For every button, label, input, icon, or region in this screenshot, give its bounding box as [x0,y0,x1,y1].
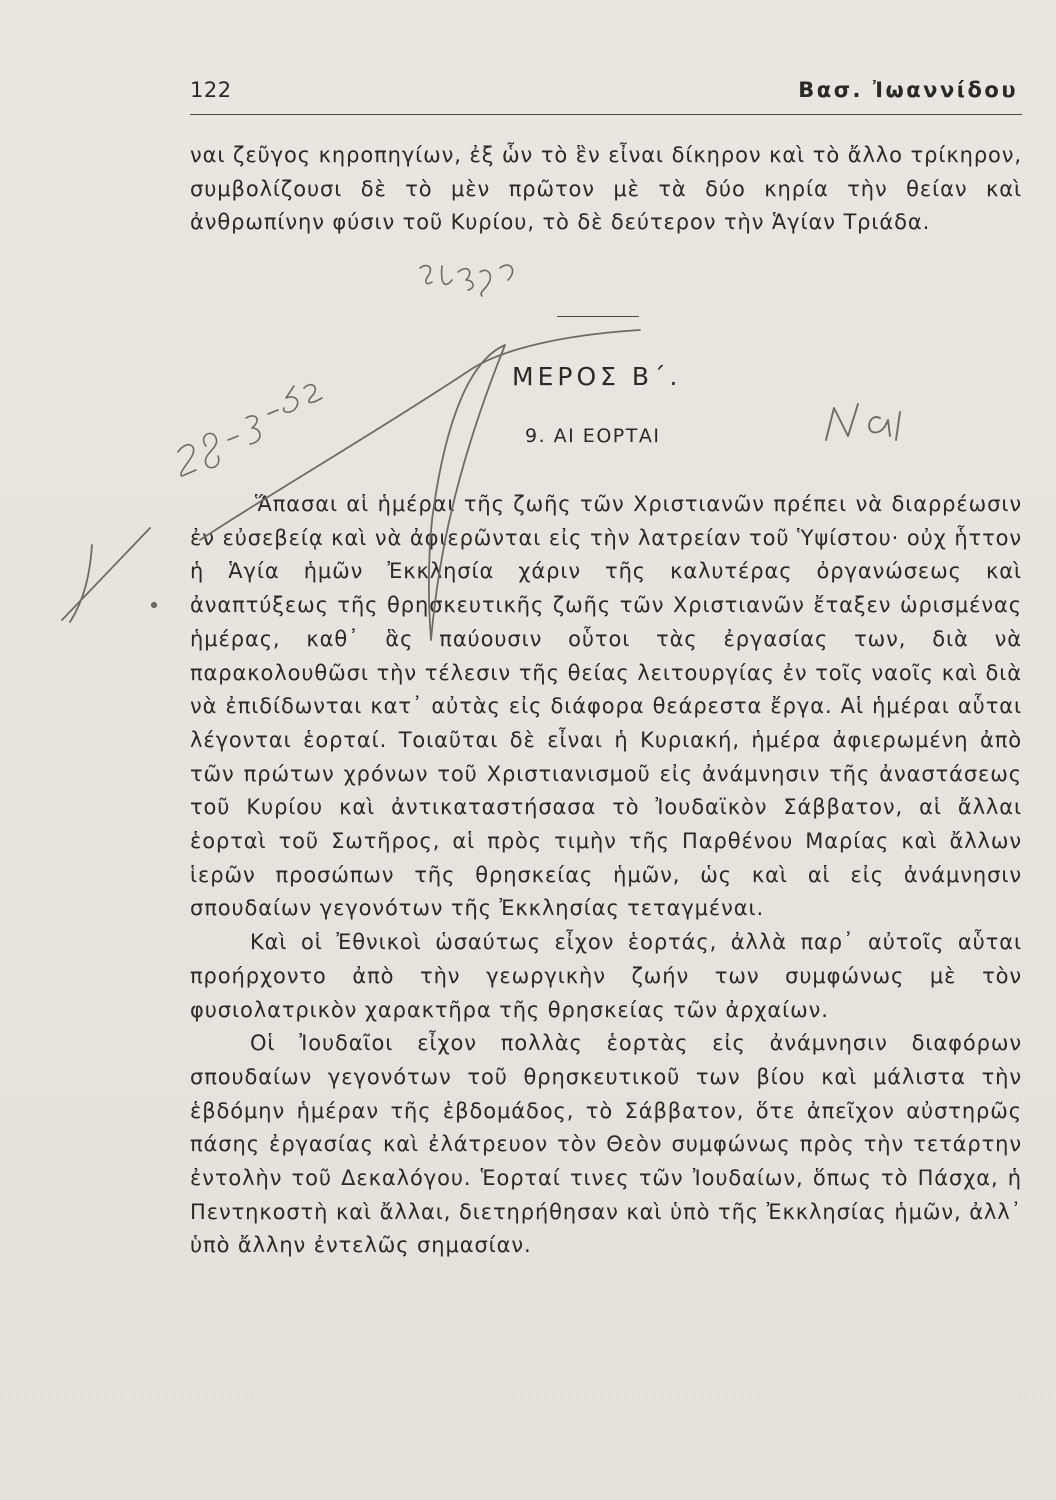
handwritten-word-right [826,404,900,440]
handwritten-word-top [420,265,513,296]
body-paragraph-2: Καὶ οἱ Ἐθνικοὶ ὡσαύτως εἶχον ἑορτάς, ἀλλὰ παρ᾽ αὐτοῖς αὗται προήρχοντο ἀπὸ τὴν γεωργικὴν ζωήν των συμφώνως μὲ τὸν φυσιολατρικὸν χαρακτῆρα τῆς θρησκείας τῶν ἀρχαίων. [190,930,1022,1022]
intro-paragraph: ναι ζεῦγος κηροπηγίων, ἐξ ὧν τὸ ἓν εἶναι δίκηρον καὶ τὸ ἄλλο τρίκηρον, συμβολίζουσι δὲ τὸ μὲν πρῶτον μὲ τὰ δύο κηρία τὴν θείαν καὶ ἀνθρωπίνην φύσιν τοῦ Κυρίου, τὸ δὲ δεύτερον τὴν Ἁγίαν Τριάδα. [190,143,1022,235]
pen-stroke-cross [62,528,150,622]
handwritten-date [178,385,322,476]
page-header [190,78,1022,115]
body-paragraph-3: Οἱ Ἰουδαῖοι εἶχον πολλὰς ἑορτὰς εἰς ἀνάμνησιν διαφόρων σπουδαίων γεγονότων τοῦ θρησκευτικοῦ των βίου καὶ μάλιστα τὴν ἑβδόμην ἡμέραν τῆς ἑβδομάδος, τὸ Σάββατον, ὅτε ἀπεῖχον αὐστηρῶς πάσης ἐργασίας καὶ ἐλάτρευον τὸν Θεὸν συμφώνως πρὸς τὴν τετάρτην ἐντολὴν τοῦ Δεκαλόγου. Ἑορταί τινες τῶν Ἰουδαίων, ὅπως τὸ Πάσχα, ἡ Πεντηκοστὴ καὶ ἄλλαι, διετηρήθησαν καὶ ὑπὸ τῆς Ἐκκλησίας ἡμῶν, ἀλλ᾽ ὑπὸ ἄλλην ἐντελῶς σημασίαν. [190,1031,1022,1258]
running-head: Βασ. Ἰωαννίδου [798,78,1018,102]
section-divider [557,316,639,317]
body-text [190,488,1022,1263]
body-paragraph-1: Ἅπασαι αἱ ἡμέραι τῆς ζωῆς τῶν Χριστιανῶν πρέπει νὰ διαρρέωσιν ἐν εὐσεβείᾳ καὶ νὰ ἀφιερῶνται εἰς τὴν λατρείαν τοῦ Ὑψίστου· οὐχ ἧττον ἡ Ἁγία ἡμῶν Ἐκκλησία χάριν τῆς καλυτέρας ὀργανώσεως καὶ ἀναπτύξεως τῆς θρησκευτικῆς ζωῆς τῶν Χριστιανῶν ἔταξεν ὡρισμένας ἡμέρας, καθ᾽ ἃς παύουσιν οὗτοι τὰς ἐργασίας των, διὰ νὰ παρακολουθῶσι τὴν τέλεσιν τῆς θείας λειτουργίας ἐν τοῖς ναοῖς καὶ διὰ νὰ ἐπιδίδωνται κατ᾽ αὐτὰς εἰς διάφορα θεάρεστα ἔργα. Αἱ ἡμέραι αὗται λέγονται ἑορταί. Τοιαῦται δὲ εἶναι ἡ Κυριακή, ἡμέρα ἀφιερωμένη ἀπὸ τῶν πρώτων χρόνων τοῦ Χριστιανισμοῦ εἰς ἀνάμνησιν τῆς ἀναστάσεως τοῦ Κυρίου καὶ ἀντικαταστήσασα τὸ Ἰουδαϊκὸν Σάββατον, αἱ ἄλλαι ἑορταὶ τοῦ Σωτῆρος, αἱ πρὸς τιμὴν τῆς Παρθένου Μαρίας καὶ ἄλλων ἱερῶν προσώπων τῆς θρησκείας ἡμῶν, ὡς καὶ αἱ εἰς ἀνάμνησιν σπουδαίων γεγονότων τῆς Ἐκκλησίας τεταγμέναι. [190,492,1022,921]
margin-dot [152,603,156,607]
intro-text [190,139,1022,240]
part-heading: ΜΕΡΟΣ Β΄. [512,362,682,391]
section-heading: 9. ΑΙ ΕΟΡΤΑΙ [525,425,661,447]
page-number: 122 [190,78,232,102]
